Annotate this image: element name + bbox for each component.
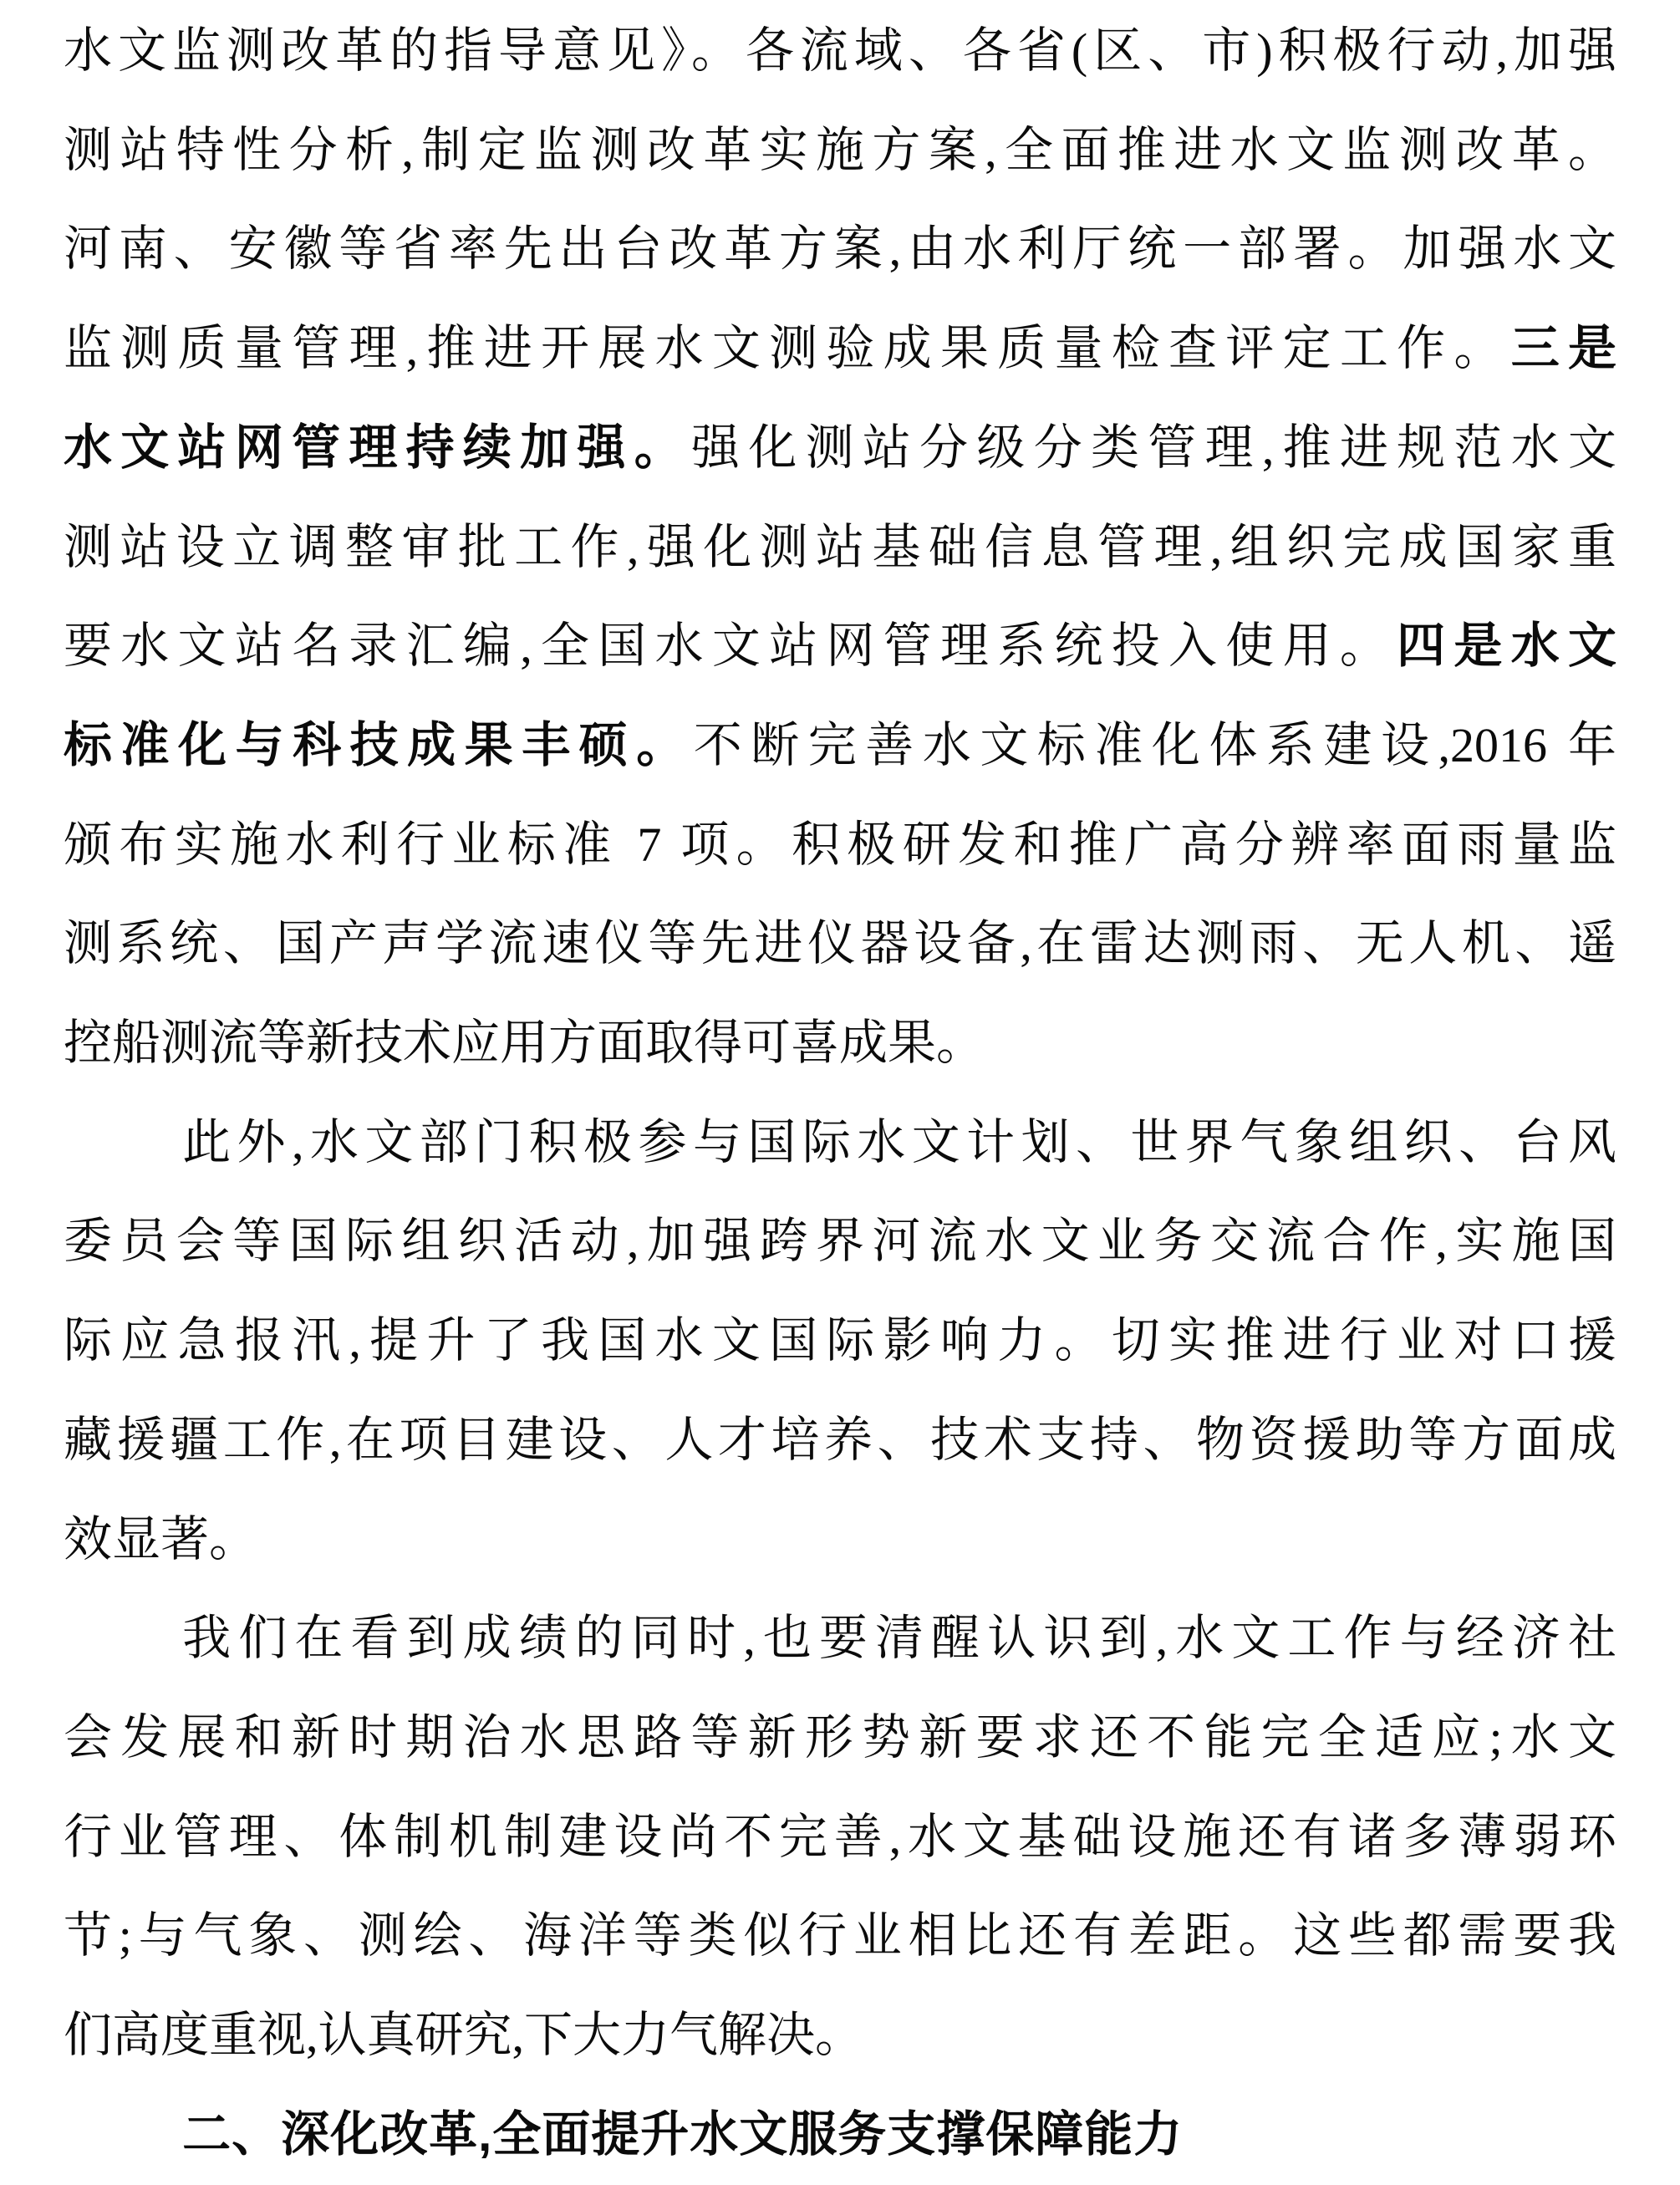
line-text: 测系统、国产声学流速仪等先进仪器设备,在雷达测雨、无人机、遥: [64, 916, 1616, 971]
line-text: 监测质量管理,推进开展水文测验成果质量检查评定工作。: [64, 321, 1511, 376]
text-line-01: [64, 2, 1616, 101]
line-text: 测站设立调整审批工作,强化测站基础信息管理,组织完成国家重: [64, 519, 1616, 574]
text-line-06: [64, 498, 1616, 598]
line-bold-text: 水文站网管理持续加强。: [64, 420, 692, 475]
line-text: 会发展和新时期治水思路等新形势新要求还不能完全适应;水文: [64, 1709, 1616, 1765]
text-line-15: [64, 1391, 1616, 1490]
line-text: 颁布实施水利行业标准 7 项。积极研发和推广高分辨率面雨量监: [64, 817, 1616, 872]
text-line-10: [64, 894, 1616, 994]
text-line-18: [64, 1688, 1616, 1788]
line-text: 行业管理、体制机制建设尚不完善,水文基础设施还有诸多薄弱环: [64, 1809, 1616, 1864]
text-line-07: [64, 597, 1616, 696]
section-heading: [64, 2086, 1616, 2185]
line-text: 际应急报汛,提升了我国水文国际影响力。切实推进行业对口援: [64, 1313, 1616, 1368]
text-line-11: [64, 994, 1616, 1093]
line-text: 控船测流等新技术应用方面取得可喜成果。: [64, 1016, 985, 1071]
text-line-04: [64, 299, 1616, 399]
text-line-16: [64, 1490, 1616, 1590]
text-line-12: [64, 1093, 1616, 1193]
text-line-21: [64, 1986, 1616, 2086]
section-heading-text: 二、深化改革,全面提升水文服务支撑保障能力: [182, 2106, 1184, 2162]
text-line-09: [64, 796, 1616, 895]
line-text: 不断完善水文标准化体系建设,2016 年: [693, 717, 1616, 772]
text-line-14: [64, 1291, 1616, 1391]
text-line-08: [64, 696, 1616, 796]
line-bold-text: 标准化与科技成果丰硕。: [64, 717, 694, 772]
line-text: 测站特性分析,制定监测改革实施方案,全面推进水文监测改革。: [64, 122, 1616, 177]
line-text: 此外,水文部门积极参与国际水文计划、世界气象组织、台风: [182, 1114, 1616, 1169]
line-text: 节;与气象、测绘、海洋等类似行业相比还有差距。这些都需要我: [64, 1908, 1616, 1963]
line-text: 要水文站名录汇编,全国水文站网管理系统投入使用。: [64, 619, 1397, 674]
text-line-19: [64, 1788, 1616, 1887]
line-bold-text: 三是: [1510, 321, 1616, 376]
line-bold-text: 四是水文: [1397, 619, 1616, 674]
line-text: 水文监测改革的指导意见》。各流域、各省(区、市)积极行动,加强: [64, 23, 1616, 78]
text-line-02: [64, 101, 1616, 201]
text-line-17: [64, 1589, 1616, 1688]
line-text: 效显著。: [64, 1511, 258, 1566]
line-text: 强化测站分级分类管理,推进规范水文: [691, 420, 1616, 475]
text-line-20: [64, 1887, 1616, 1986]
line-text: 藏援疆工作,在项目建设、人才培养、技术支持、物资援助等方面成: [64, 1412, 1616, 1467]
line-text: 河南、安徽等省率先出台改革方案,由水利厅统一部署。加强水文: [64, 222, 1616, 277]
text-line-13: [64, 1192, 1616, 1291]
line-text: 委员会等国际组织活动,加强跨界河流水文业务交流合作,实施国: [64, 1214, 1616, 1269]
text-line-03: [64, 200, 1616, 299]
text-line-05: [64, 399, 1616, 498]
line-text: 我们在看到成绩的同时,也要清醒认识到,水文工作与经济社: [182, 1611, 1616, 1666]
line-text: 们高度重视,认真研究,下大力气解决。: [64, 2008, 864, 2063]
